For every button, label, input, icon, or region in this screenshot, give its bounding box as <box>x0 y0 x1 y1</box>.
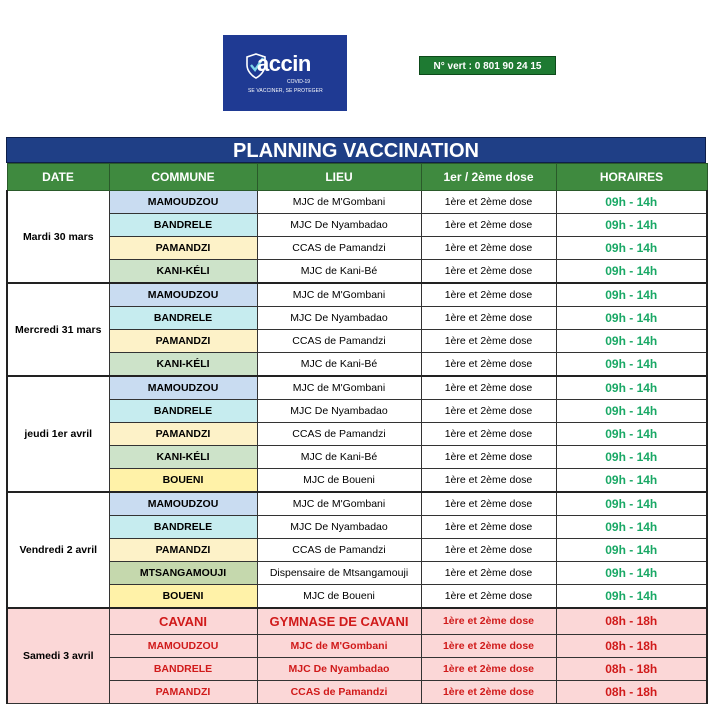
lieu-cell: MJC De Nyambadao <box>257 657 421 680</box>
date-cell: Mercredi 31 mars <box>7 283 109 376</box>
lieu-cell: MJC de M'Gombani <box>257 634 421 657</box>
horaires-cell: 09h - 14h <box>556 283 707 307</box>
commune-cell: KANI-KÉLI <box>109 260 257 284</box>
column-header-horaires: HORAIRES <box>556 164 707 191</box>
horaires-cell: 09h - 14h <box>556 585 707 609</box>
horaires-cell: 09h - 14h <box>556 307 707 330</box>
commune-cell: PAMANDZI <box>109 237 257 260</box>
vaccin-covid-logo <box>223 35 347 111</box>
horaires-cell: 09h - 14h <box>556 353 707 377</box>
dose-cell: 1ère et 2ème dose <box>421 214 556 237</box>
lieu-cell: MJC de Boueni <box>257 469 421 493</box>
date-cell: Vendredi 2 avril <box>7 492 109 608</box>
column-header-date: DATE <box>7 164 109 191</box>
table-row <box>7 585 707 609</box>
dose-cell: 1ère et 2ème dose <box>421 562 556 585</box>
table-row <box>7 353 707 377</box>
logo-sub-covid: COVID-19 <box>287 79 311 85</box>
logo-brand-text: accin <box>257 51 311 76</box>
commune-cell: PAMANDZI <box>109 680 257 703</box>
lieu-cell: GYMNASE DE CAVANI <box>257 608 421 634</box>
commune-cell: MAMOUDZOU <box>109 376 257 400</box>
date-cell: Mardi 30 mars <box>7 191 109 284</box>
dose-cell: 1ère et 2ème dose <box>421 400 556 423</box>
lieu-cell: MJC De Nyambadao <box>257 214 421 237</box>
dose-cell: 1ère et 2ème dose <box>421 516 556 539</box>
table-row <box>7 237 707 260</box>
lieu-cell: MJC de M'Gombani <box>257 492 421 516</box>
date-cell: Samedi 3 avril <box>7 608 109 703</box>
dose-cell: 1ère et 2ème dose <box>421 608 556 634</box>
dose-cell: 1ère et 2ème dose <box>421 585 556 609</box>
page-title: PLANNING VACCINATION <box>6 137 706 163</box>
horaires-cell: 09h - 14h <box>556 237 707 260</box>
commune-cell: MAMOUDZOU <box>109 283 257 307</box>
table-row <box>7 539 707 562</box>
commune-cell: BOUENI <box>109 469 257 493</box>
lieu-cell: MJC de Kani-Bé <box>257 260 421 284</box>
dose-cell: 1ère et 2ème dose <box>421 353 556 377</box>
horaires-cell: 08h - 18h <box>556 657 707 680</box>
lieu-cell: MJC de Boueni <box>257 585 421 609</box>
commune-cell: CAVANI <box>109 608 257 634</box>
horaires-cell: 09h - 14h <box>556 446 707 469</box>
table-row <box>7 191 707 214</box>
lieu-cell: MJC de M'Gombani <box>257 191 421 214</box>
table-row <box>7 400 707 423</box>
lieu-cell: CCAS de Pamandzi <box>257 539 421 562</box>
column-header-lieu: LIEU <box>257 164 421 191</box>
column-header-dose: 1er / 2ème dose <box>421 164 556 191</box>
logo-tagline: SE VACCINER, SE PROTEGER <box>248 88 323 94</box>
dose-cell: 1ère et 2ème dose <box>421 446 556 469</box>
commune-cell: BANDRELE <box>109 214 257 237</box>
commune-cell: PAMANDZI <box>109 539 257 562</box>
dose-cell: 1ère et 2ème dose <box>421 634 556 657</box>
commune-cell: PAMANDZI <box>109 423 257 446</box>
table-row <box>7 562 707 585</box>
commune-cell: MAMOUDZOU <box>109 634 257 657</box>
lieu-cell: Dispensaire de Mtsangamouji <box>257 562 421 585</box>
date-cell: jeudi 1er avril <box>7 376 109 492</box>
dose-cell: 1ère et 2ème dose <box>421 307 556 330</box>
commune-cell: MAMOUDZOU <box>109 492 257 516</box>
table-body <box>7 191 707 704</box>
horaires-cell: 09h - 14h <box>556 562 707 585</box>
lieu-cell: CCAS de Pamandzi <box>257 237 421 260</box>
table-row <box>7 214 707 237</box>
vaccination-schedule-table <box>6 163 708 704</box>
table-row <box>7 330 707 353</box>
horaires-cell: 08h - 18h <box>556 680 707 703</box>
dose-cell: 1ère et 2ème dose <box>421 237 556 260</box>
table-row <box>7 376 707 400</box>
table-row <box>7 680 707 703</box>
lieu-cell: MJC De Nyambadao <box>257 516 421 539</box>
horaires-cell: 08h - 18h <box>556 634 707 657</box>
table-row <box>7 283 707 307</box>
horaires-cell: 09h - 14h <box>556 516 707 539</box>
lieu-cell: CCAS de Pamandzi <box>257 423 421 446</box>
commune-cell: KANI-KÉLI <box>109 353 257 377</box>
commune-cell: PAMANDZI <box>109 330 257 353</box>
hotline-badge: N° vert : 0 801 90 24 15 <box>419 56 556 75</box>
dose-cell: 1ère et 2ème dose <box>421 657 556 680</box>
table-row <box>7 423 707 446</box>
commune-cell: BANDRELE <box>109 400 257 423</box>
table-row <box>7 634 707 657</box>
lieu-cell: MJC de M'Gombani <box>257 376 421 400</box>
commune-cell: MAMOUDZOU <box>109 191 257 214</box>
table-row <box>7 516 707 539</box>
horaires-cell: 09h - 14h <box>556 492 707 516</box>
dose-cell: 1ère et 2ème dose <box>421 469 556 493</box>
dose-cell: 1ère et 2ème dose <box>421 191 556 214</box>
commune-cell: BANDRELE <box>109 516 257 539</box>
table-row <box>7 608 707 634</box>
dose-cell: 1ère et 2ème dose <box>421 283 556 307</box>
table-header-row <box>7 164 707 191</box>
dose-cell: 1ère et 2ème dose <box>421 376 556 400</box>
commune-cell: BANDRELE <box>109 307 257 330</box>
table-row <box>7 469 707 493</box>
horaires-cell: 09h - 14h <box>556 539 707 562</box>
dose-cell: 1ère et 2ème dose <box>421 423 556 446</box>
dose-cell: 1ère et 2ème dose <box>421 492 556 516</box>
column-header-commune: COMMUNE <box>109 164 257 191</box>
lieu-cell: MJC de Kani-Bé <box>257 446 421 469</box>
table-row <box>7 492 707 516</box>
lieu-cell: CCAS de Pamandzi <box>257 330 421 353</box>
dose-cell: 1ère et 2ème dose <box>421 330 556 353</box>
lieu-cell: MJC de M'Gombani <box>257 283 421 307</box>
horaires-cell: 09h - 14h <box>556 260 707 284</box>
dose-cell: 1ère et 2ème dose <box>421 680 556 703</box>
commune-cell: BOUENI <box>109 585 257 609</box>
horaires-cell: 09h - 14h <box>556 214 707 237</box>
dose-cell: 1ère et 2ème dose <box>421 260 556 284</box>
horaires-cell: 09h - 14h <box>556 376 707 400</box>
horaires-cell: 09h - 14h <box>556 191 707 214</box>
lieu-cell: MJC De Nyambadao <box>257 400 421 423</box>
commune-cell: MTSANGAMOUJI <box>109 562 257 585</box>
lieu-cell: CCAS de Pamandzi <box>257 680 421 703</box>
table-row <box>7 307 707 330</box>
lieu-cell: MJC De Nyambadao <box>257 307 421 330</box>
commune-cell: KANI-KÉLI <box>109 446 257 469</box>
table-row <box>7 657 707 680</box>
table-row <box>7 446 707 469</box>
dose-cell: 1ère et 2ème dose <box>421 539 556 562</box>
lieu-cell: MJC de Kani-Bé <box>257 353 421 377</box>
horaires-cell: 09h - 14h <box>556 400 707 423</box>
horaires-cell: 08h - 18h <box>556 608 707 634</box>
table-row <box>7 260 707 284</box>
horaires-cell: 09h - 14h <box>556 330 707 353</box>
horaires-cell: 09h - 14h <box>556 469 707 493</box>
horaires-cell: 09h - 14h <box>556 423 707 446</box>
commune-cell: BANDRELE <box>109 657 257 680</box>
